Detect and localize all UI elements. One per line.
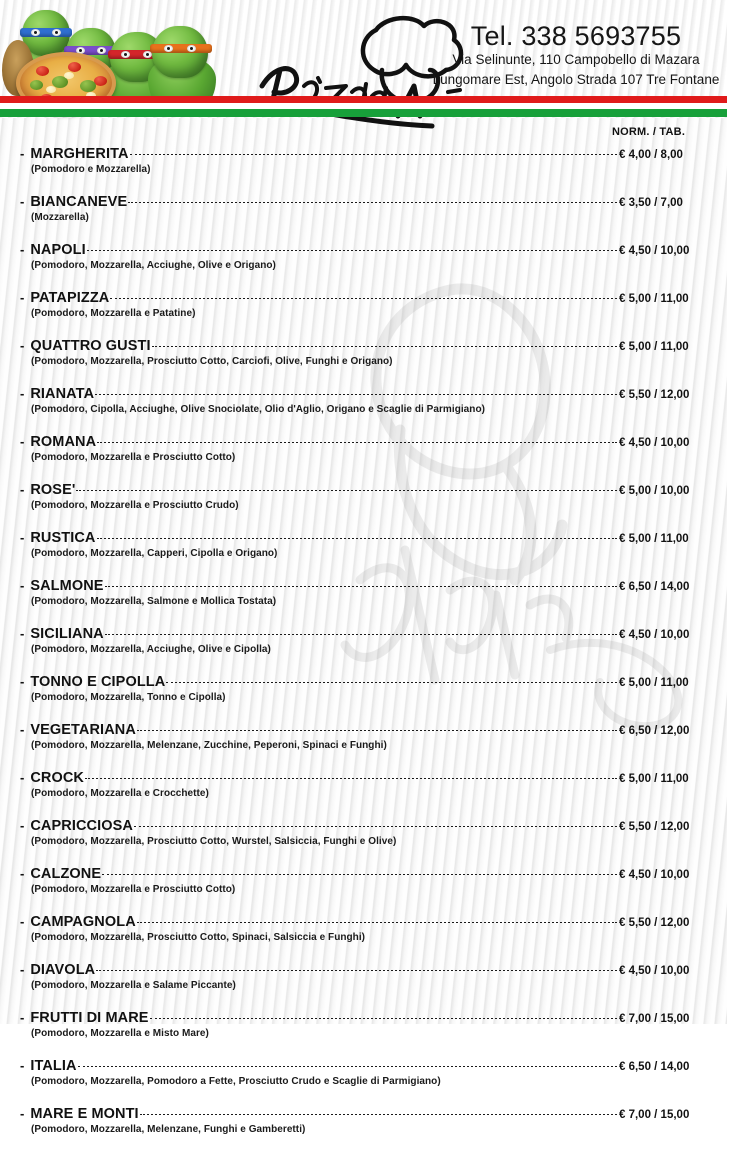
menu-item-line [0, 194, 727, 210]
menu-item-price: € 4,50 / 10,00 [619, 869, 690, 881]
menu-item [0, 626, 727, 674]
menu-item-line [0, 1106, 727, 1122]
menu-item-line [0, 146, 727, 162]
menu-item-line [0, 482, 727, 498]
menu-item-line [0, 674, 727, 690]
address-line-1: Via Selinunte, 110 Campobello di Mazara [452, 52, 700, 68]
dot-leader [76, 490, 617, 491]
menu-item-line [0, 530, 727, 546]
menu-item-name: SICILIANA [30, 626, 104, 642]
dot-leader [137, 922, 617, 923]
menu-item [0, 1010, 727, 1058]
dot-leader [110, 298, 617, 299]
bullet-dash: - [20, 146, 25, 161]
menu-item [0, 338, 727, 386]
menu-item-line [0, 962, 727, 978]
dot-leader [87, 250, 617, 251]
menu-item-line [0, 386, 727, 402]
menu-item-line [0, 818, 727, 834]
menu-item [0, 962, 727, 1010]
dot-leader [105, 586, 617, 587]
menu-item-price: € 4,50 / 10,00 [619, 245, 690, 257]
dot-leader [105, 634, 617, 635]
menu-header [0, 0, 727, 118]
bullet-dash: - [20, 818, 25, 833]
menu-item-description: (Pomodoro, Mozzarella e Salame Piccante) [31, 980, 236, 991]
menu-item-name: CAMPAGNOLA [30, 914, 136, 930]
menu-item-price: € 5,00 / 11,00 [619, 533, 689, 545]
bullet-dash: - [20, 722, 25, 737]
menu-item-description: (Mozzarella) [31, 212, 89, 223]
menu-item-price: € 5,00 / 11,00 [619, 293, 689, 305]
menu-item-description: (Pomodoro, Mozzarella, Prosciutto Cotto, Spinaci, Salsiccia e Funghi) [31, 932, 366, 943]
menu-item [0, 578, 727, 626]
bullet-dash: - [20, 386, 25, 401]
menu-item [0, 818, 727, 866]
menu-item-name: ROSE' [30, 482, 76, 498]
menu-item-price: € 7,00 / 15,00 [619, 1109, 690, 1121]
bullet-dash: - [20, 1106, 25, 1121]
menu-item-name: CROCK [30, 770, 85, 786]
menu-item [0, 242, 727, 290]
menu-item-line [0, 1058, 727, 1074]
menu-item-line [0, 338, 727, 354]
menu-item-name: QUATTRO GUSTI [30, 338, 151, 354]
menu-item [0, 434, 727, 482]
bullet-dash: - [20, 770, 25, 785]
menu-item-line [0, 770, 727, 786]
bullet-dash: - [20, 1058, 25, 1073]
menu-item-price: € 4,50 / 10,00 [619, 965, 690, 977]
bullet-dash: - [20, 674, 25, 689]
menu-item [0, 482, 727, 530]
phone-number: Tel. 338 5693755 [470, 21, 682, 51]
menu-item-line [0, 290, 727, 306]
menu-item-price: € 5,50 / 12,00 [619, 821, 690, 833]
menu-item-name: NAPOLI [30, 242, 86, 258]
menu-item-name: ROMANA [30, 434, 97, 450]
menu-item [0, 914, 727, 962]
bullet-dash: - [20, 482, 25, 497]
menu-item-price: € 5,50 / 12,00 [619, 917, 690, 929]
price-header-label: NORM. / TAB. [612, 126, 686, 138]
menu-item-line [0, 1010, 727, 1026]
menu-item [0, 290, 727, 338]
menu-item-price: € 6,50 / 12,00 [619, 725, 690, 737]
menu-item-description: (Pomodoro, Mozzarella, Prosciutto Cotto, Carciofi, Olive, Funghi e Origano) [31, 356, 393, 367]
dot-leader [150, 1018, 617, 1019]
menu-item-name: PATAPIZZA [30, 290, 110, 306]
menu-item-price: € 4,50 / 10,00 [619, 629, 690, 641]
menu-item [0, 146, 727, 194]
menu-item [0, 674, 727, 722]
menu-item-line [0, 578, 727, 594]
dot-leader [102, 874, 617, 875]
dot-leader [130, 154, 617, 155]
menu-item-description: (Pomodoro, Mozzarella, Melenzane, Funghi e Gamberetti) [31, 1124, 306, 1135]
bullet-dash: - [20, 866, 25, 881]
menu-item-description: (Pomodoro, Mozzarella, Tonno e Cipolla) [31, 692, 226, 703]
menu-item-description: (Pomodoro, Mozzarella e Prosciutto Crudo) [31, 500, 239, 511]
menu-item-name: MARGHERITA [30, 146, 129, 162]
address-line-2: Lungomare Est, Angolo Strada 107 Tre Fontane [432, 71, 720, 87]
menu-item-name: DIAVOLA [30, 962, 96, 978]
menu-item-description: (Pomodoro, Mozzarella e Crocchette) [31, 788, 209, 799]
menu-item-description: (Pomodoro, Mozzarella, Acciughe, Olive e Origano) [31, 260, 276, 271]
menu-item-price: € 6,50 / 14,00 [619, 581, 690, 593]
dot-leader [95, 394, 617, 395]
bullet-dash: - [20, 626, 25, 641]
menu-item-description: (Pomodoro, Mozzarella, Acciughe, Olive e Cipolla) [31, 644, 271, 655]
menu-item-description: (Pomodoro, Mozzarella, Prosciutto Cotto, Wurstel, Salsiccia, Funghi e Olive) [31, 836, 397, 847]
menu-item [0, 530, 727, 578]
bullet-dash: - [20, 1010, 25, 1025]
menu-item-description: (Pomodoro, Mozzarella e Prosciutto Cotto) [31, 452, 236, 463]
bullet-dash: - [20, 242, 25, 257]
bullet-dash: - [20, 914, 25, 929]
menu-item-line [0, 914, 727, 930]
menu-item-description: (Pomodoro, Mozzarella, Salmone e Mollica Tostata) [31, 596, 277, 607]
dot-leader [134, 826, 617, 827]
dot-leader [128, 202, 617, 203]
dot-leader [137, 730, 617, 731]
dot-leader [96, 970, 617, 971]
dot-leader [152, 346, 617, 347]
menu-item-description: (Pomodoro e Mozzarella) [31, 164, 151, 175]
menu-item-description: (Pomodoro, Cipolla, Acciughe, Olive Snociolate, Olio d'Aglio, Origano e Scaglie di Parmigiano) [31, 404, 485, 415]
flag-stripe-green [0, 109, 727, 117]
bullet-dash: - [20, 962, 25, 977]
dot-leader [97, 538, 618, 539]
menu-item-name: CAPRICCIOSA [30, 818, 133, 834]
bullet-dash: - [20, 338, 25, 353]
contact-block [430, 22, 722, 89]
menu-item-description: (Pomodoro, Mozzarella, Capperi, Cipolla e Origano) [31, 548, 278, 559]
dot-leader [78, 1066, 617, 1067]
flag-stripe-red [0, 96, 727, 103]
menu-item-price: € 4,50 / 10,00 [619, 437, 690, 449]
menu-item-name: ITALIA [30, 1058, 77, 1074]
menu-item [0, 770, 727, 818]
menu-items-container [0, 146, 727, 1154]
menu-item-name: VEGETARIANA [30, 722, 136, 738]
menu-item-line [0, 242, 727, 258]
menu-item-name: MARE E MONTI [30, 1106, 139, 1122]
dot-leader [97, 442, 617, 443]
menu-item-name: TONNO E CIPOLLA [30, 674, 166, 690]
dot-leader [85, 778, 617, 779]
menu-item-name: RUSTICA [30, 530, 96, 546]
dot-leader [166, 682, 617, 683]
bullet-dash: - [20, 434, 25, 449]
menu-item-price: € 5,00 / 10,00 [619, 485, 690, 497]
bullet-dash: - [20, 194, 25, 209]
menu-item-name: SALMONE [30, 578, 104, 594]
bullet-dash: - [20, 530, 25, 545]
dot-leader [140, 1114, 617, 1115]
menu-item-price: € 3,50 / 7,00 [619, 197, 683, 209]
menu-item-line [0, 434, 727, 450]
bullet-dash: - [20, 578, 25, 593]
menu-item [0, 194, 727, 242]
menu-item [0, 1058, 727, 1106]
menu-item-description: (Pomodoro, Mozzarella, Pomodoro a Fette, Prosciutto Crudo e Scaglie di Parmigiano) [31, 1076, 441, 1087]
menu-item-price: € 5,50 / 12,00 [619, 389, 690, 401]
menu-item-price: € 5,00 / 11,00 [619, 773, 689, 785]
menu-item-line [0, 866, 727, 882]
menu-item-price: € 5,00 / 11,00 [619, 341, 689, 353]
menu-item-description: (Pomodoro, Mozzarella e Prosciutto Cotto) [31, 884, 236, 895]
menu-item-name: FRUTTI DI MARE [30, 1010, 149, 1026]
menu-item [0, 386, 727, 434]
price-column-header [0, 126, 727, 146]
menu-item-price: € 7,00 / 15,00 [619, 1013, 690, 1025]
menu-item-name: RIANATA [30, 386, 95, 402]
menu-list [0, 126, 727, 1154]
menu-item-name: CALZONE [30, 866, 102, 882]
menu-item-price: € 4,00 / 8,00 [619, 149, 683, 161]
menu-item-description: (Pomodoro, Mozzarella, Melenzane, Zucchine, Peperoni, Spinaci e Funghi) [31, 740, 387, 751]
menu-item-description: (Pomodoro, Mozzarella e Patatine) [31, 308, 196, 319]
menu-item [0, 1106, 727, 1154]
bullet-dash: - [20, 290, 25, 305]
menu-item [0, 866, 727, 914]
menu-item-description: (Pomodoro, Mozzarella e Misto Mare) [31, 1028, 209, 1039]
menu-item-price: € 5,00 / 11,00 [619, 677, 689, 689]
menu-item-line [0, 626, 727, 642]
menu-item-name: BIANCANEVE [30, 194, 128, 210]
menu-item-line [0, 722, 727, 738]
menu-item-price: € 6,50 / 14,00 [619, 1061, 690, 1073]
menu-item [0, 722, 727, 770]
